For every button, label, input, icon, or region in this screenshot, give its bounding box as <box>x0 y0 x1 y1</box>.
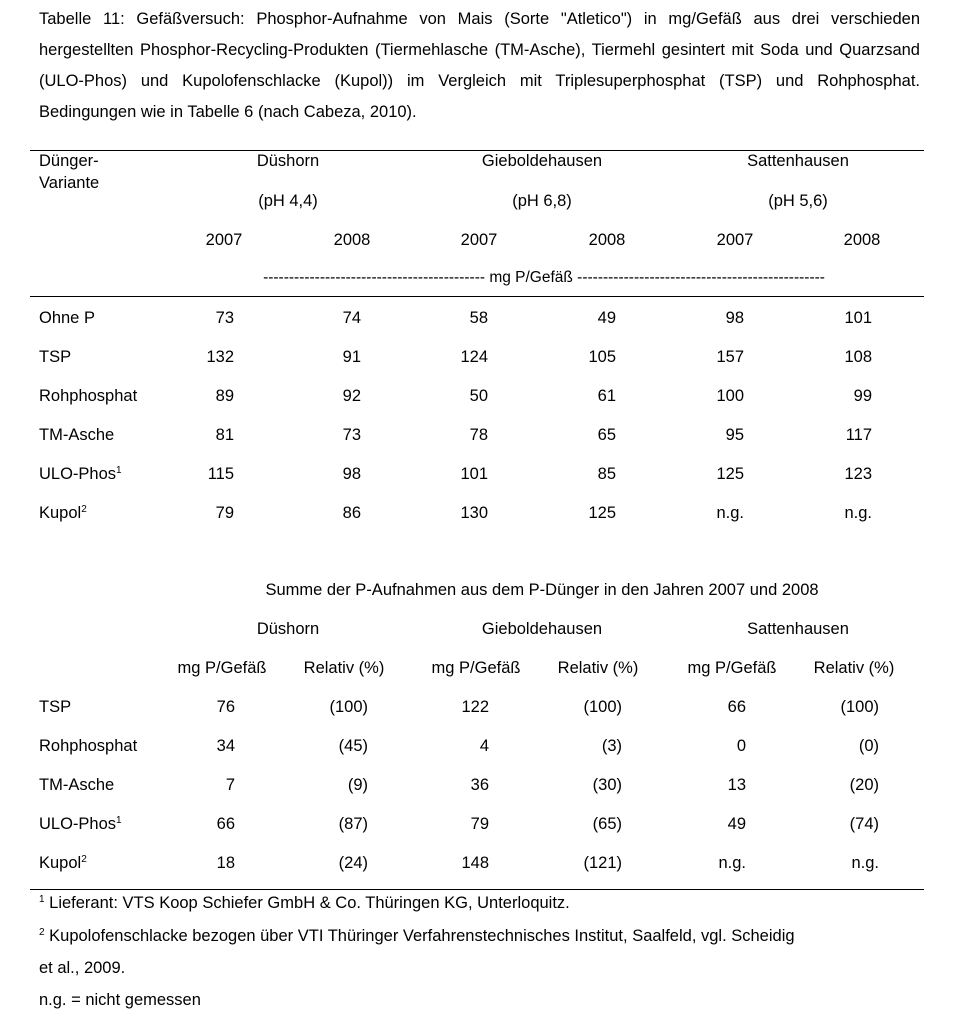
site-header-dueshorn: Düshorn <box>256 152 320 170</box>
table-cell: (100) <box>329 698 368 716</box>
footnote-marker: 2 <box>81 504 87 515</box>
table-cell: (24) <box>338 854 368 872</box>
col-header-mg: mg P/Gefäß <box>687 659 777 677</box>
table-cell: (100) <box>583 698 622 716</box>
ph-sattenhausen: (pH 5,6) <box>768 192 828 210</box>
site-header-gieboldehausen: Gieboldehausen <box>481 152 603 170</box>
site-header-sattenhausen: Sattenhausen <box>747 152 849 170</box>
table-bottom-rule <box>30 889 924 890</box>
row-label: Rohphosphat <box>39 387 138 405</box>
row-label-text: ULO-Phos <box>39 815 117 833</box>
table-cell: 4 <box>479 737 489 755</box>
footnote-1 <box>39 893 570 913</box>
row-label-text: Kupol <box>39 504 82 522</box>
site-header-gieboldehausen: Gieboldehausen <box>481 620 603 638</box>
table-cell: 81 <box>215 426 234 444</box>
table-cell: 73 <box>342 426 361 444</box>
col-header-relativ: Relativ (%) <box>303 659 385 677</box>
table-cell: 132 <box>206 348 234 366</box>
table-cell: 73 <box>215 309 234 327</box>
table-cell: 92 <box>342 387 361 405</box>
row-label: TSP <box>39 698 72 716</box>
unit-line: ------------------------------------------- mg P/Gefäß ------------------------------------------------ <box>263 269 825 286</box>
table-cell: 125 <box>716 465 744 483</box>
table-cell: 117 <box>845 426 872 444</box>
table-cell: 13 <box>727 776 746 794</box>
table-cell: 125 <box>588 504 616 522</box>
col-header-relativ: Relativ (%) <box>813 659 895 677</box>
table-cell: 122 <box>461 698 489 716</box>
footnote-marker: 1 <box>116 815 122 826</box>
table-cell: 123 <box>844 465 872 483</box>
year-header: 2007 <box>716 231 754 249</box>
table-cell: 99 <box>853 387 872 405</box>
footnote-text: Kupolofenschlacke bezogen über VTI Thüringer Verfahrenstechnisches Institut, Saalfeld, vgl. Scheidig <box>44 927 795 945</box>
row-label <box>39 464 122 484</box>
table-cell: 98 <box>725 309 744 327</box>
year-header: 2008 <box>843 231 881 249</box>
table-cell: 58 <box>469 309 488 327</box>
table-cell: n.g. <box>718 854 746 872</box>
table-cell: 105 <box>588 348 616 366</box>
table-cell: 7 <box>225 776 235 794</box>
year-header: 2007 <box>460 231 498 249</box>
table-cell: 34 <box>216 737 235 755</box>
table-cell: (20) <box>849 776 879 794</box>
row-label <box>39 503 87 523</box>
year-header: 2008 <box>333 231 371 249</box>
table-cell: 49 <box>597 309 616 327</box>
table-cell: (30) <box>592 776 622 794</box>
row-label: TM-Asche <box>39 426 115 444</box>
footnote-marker: 1 <box>39 894 45 905</box>
year-header: 2007 <box>205 231 243 249</box>
footnote-marker: 2 <box>39 927 45 938</box>
table-cell: 66 <box>727 698 746 716</box>
site-header-dueshorn: Düshorn <box>256 620 320 638</box>
table-cell: n.g. <box>851 854 879 872</box>
table-cell: (3) <box>601 737 622 755</box>
table-cell: n.g. <box>844 504 872 522</box>
table-cell: 79 <box>470 815 489 833</box>
table-cell: (45) <box>338 737 368 755</box>
table-cell: 0 <box>736 737 746 755</box>
table-cell: 86 <box>342 504 361 522</box>
footnote-2 <box>39 926 795 946</box>
row-label: Ohne P <box>39 309 95 327</box>
table-cell: 66 <box>216 815 235 833</box>
table-cell: 157 <box>716 348 744 366</box>
summary-title: Summe der P-Aufnahmen aus dem P-Dünger in den Jahren 2007 und 2008 <box>265 581 819 599</box>
table-cell: (100) <box>840 698 879 716</box>
row-header-line1: Dünger- <box>39 152 99 170</box>
table1-header-rule <box>30 296 924 297</box>
row-label: TM-Asche <box>39 776 115 794</box>
table-cell: 95 <box>725 426 744 444</box>
ph-dueshorn: (pH 4,4) <box>258 192 318 210</box>
table-cell: 115 <box>207 465 234 483</box>
row-label-text: Kupol <box>39 854 82 872</box>
col-header-mg: mg P/Gefäß <box>177 659 267 677</box>
table-cell: (0) <box>858 737 879 755</box>
footnote-text: Lieferant: VTS Koop Schiefer GmbH & Co. Thüringen KG, Unterloquitz. <box>44 894 570 912</box>
table-cell: 50 <box>469 387 488 405</box>
row-label: TSP <box>39 348 72 366</box>
table-cell: 148 <box>461 854 489 872</box>
table-cell: 78 <box>469 426 488 444</box>
row-header-line2: Variante <box>39 174 100 192</box>
row-label: Rohphosphat <box>39 737 138 755</box>
table-cell: 98 <box>342 465 361 483</box>
table-cell: (87) <box>338 815 368 833</box>
table-cell: 79 <box>215 504 234 522</box>
table-cell: 100 <box>716 387 744 405</box>
table-cell: 101 <box>844 309 872 327</box>
table-cell: 130 <box>460 504 488 522</box>
table-cell: 36 <box>470 776 489 794</box>
table-cell: 89 <box>215 387 234 405</box>
table-caption: Tabelle 11: Gefäßversuch: Phosphor-Aufnahme von Mais (Sorte "Atletico") in mg/Gefäß aus drei verschieden hergestellten Phosphor-Recycling-Produkten (Tiermehlasche (TM-Asche), Tiermehl gesintert mit Soda und Quarzsand (ULO-Phos) und Kupolofenschlacke (Kupol)) im Vergleich mit Triplesuperphosphat (TSP) und Rohphosphat. Bedingungen wie in Tabelle 6 (nach Cabeza, 2010). <box>39 10 920 121</box>
ph-gieboldehausen: (pH 6,8) <box>512 192 572 210</box>
col-header-relativ: Relativ (%) <box>557 659 639 677</box>
table-cell: 101 <box>460 465 488 483</box>
table-cell: 49 <box>727 815 746 833</box>
table-cell: 91 <box>342 348 361 366</box>
table-cell: 61 <box>597 387 616 405</box>
year-header: 2008 <box>588 231 626 249</box>
row-label <box>39 853 87 873</box>
table-cell: 74 <box>342 309 361 327</box>
site-header-sattenhausen: Sattenhausen <box>747 620 849 638</box>
row-label <box>39 814 122 834</box>
row-label-text: ULO-Phos <box>39 465 117 483</box>
table-cell: n.g. <box>716 504 744 522</box>
table-cell: (121) <box>583 854 622 872</box>
footnote-ng: n.g. = nicht gemessen <box>39 991 201 1009</box>
table-cell: (65) <box>592 815 622 833</box>
table-cell: (9) <box>347 776 368 794</box>
table-cell: 65 <box>597 426 616 444</box>
footnote-marker: 1 <box>116 465 122 476</box>
table-cell: 124 <box>460 348 488 366</box>
footnote-2-continued: et al., 2009. <box>39 959 126 977</box>
table-cell: 76 <box>216 698 235 716</box>
col-header-mg: mg P/Gefäß <box>431 659 521 677</box>
table-cell: (74) <box>849 815 879 833</box>
table-cell: 85 <box>597 465 616 483</box>
table-cell: 108 <box>844 348 872 366</box>
footnote-marker: 2 <box>81 854 87 865</box>
table-cell: 18 <box>216 854 235 872</box>
